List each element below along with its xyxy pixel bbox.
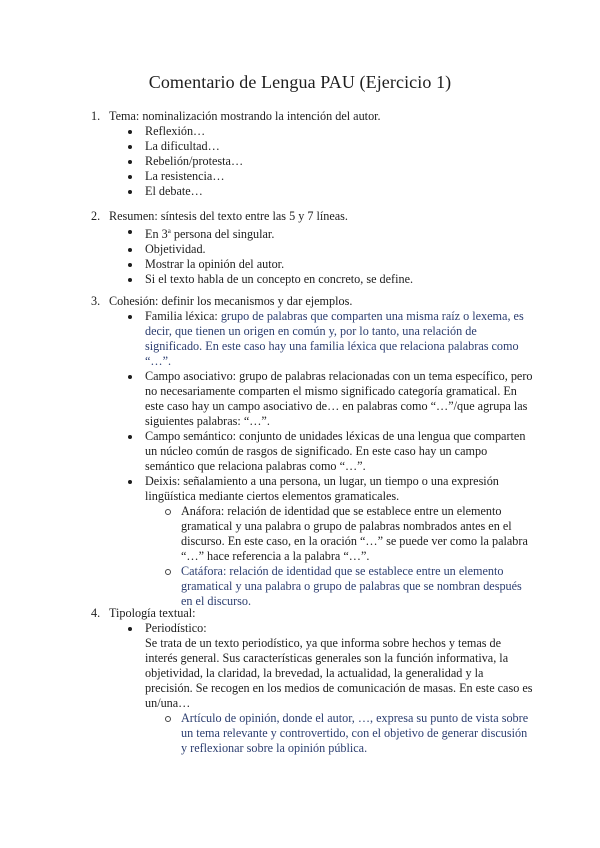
section-heading: Resumen: síntesis del texto entre las 5 y 7 líneas. (109, 209, 348, 223)
item-definition: relación de identidad que se establece entre un elemento gramatical y una palabra o grupo de palabras que se nombran después en el discurso. (181, 564, 522, 608)
sub-list-item (181, 504, 533, 564)
section-number: 1. (91, 109, 101, 123)
item-label: Campo asociativo: (145, 369, 240, 383)
section-number: 4. (91, 606, 101, 620)
sub-list-item: Artículo de opinión, donde el autor, …, expresa su punto de vista sobre un tema relevante y controvertido, con el objetivo de generar discusión y reflexionar sobre la opinión pública. (181, 711, 533, 756)
bullet-list (145, 621, 533, 756)
list-item (145, 369, 533, 429)
bullet-list (145, 224, 535, 287)
item-definition: grupo de palabras que comparten una misma raíz o lexema, es decir, que tienen un origen en común y, por lo tanto, una relación de significado. En este caso hay una familia léxica que relaciona palabras como “…”. (145, 309, 524, 368)
sub-list-item (181, 564, 533, 609)
list-item (145, 309, 533, 369)
list-item: Objetividad. (145, 242, 535, 257)
list-item: El debate… (145, 184, 535, 199)
list-item: La resistencia… (145, 169, 535, 184)
item-label: Periodístico: (145, 621, 207, 635)
list-item: La dificultad… (145, 139, 535, 154)
item-label: Campo semántico: (145, 429, 240, 443)
item-definition: señalamiento a una persona, un lugar, un tiempo o una expresión lingüística mediante ciertos elementos gramaticales. (145, 474, 499, 503)
item-text: persona del singular. (170, 227, 275, 242)
list-item: Reflexión… (145, 124, 535, 139)
item-text: En 3 (145, 227, 168, 242)
list-item (145, 621, 533, 756)
item-definition: relación de identidad que se establece entre un elemento gramatical y una palabra o grupo de palabras nombrados antes en el discurso. En este caso, en la oración “…” se puede ver como la palabra “…” hace referencia a la palabra “…”. (181, 504, 528, 563)
bullet-list (145, 124, 535, 199)
item-definition: Se trata de un texto periodístico, ya que informa sobre hechos y temas de interés general. Sus características generales son la función informativa, la objetividad, la claridad, la brevedad, la actualidad, la generalidad y la precisión. Se recogen en los medios de comunicación de masas. En este caso es un/una… (145, 636, 533, 710)
list-item: Si el texto habla de un concepto en concreto, se define. (145, 272, 535, 287)
section-heading: Cohesión: definir los mecanismos y dar ejemplos. (109, 294, 353, 308)
bullet-list (145, 309, 533, 609)
sub-list (181, 711, 533, 756)
item-definition: conjunto de unidades léxicas de una lengua que comparten un núcleo común de rasgos de significado. En este caso hay un campo semántico que relaciona palabras como “…”. (145, 429, 526, 473)
page-title: Comentario de Lengua PAU (Ejercicio 1) (148, 72, 452, 92)
item-definition: grupo de palabras relacionadas con un tema específico, pero no necesariamente comparten el mismo significado categoría gramatical. En este caso hay un campo asociativo de… en palabras como “…”/que agrupa las siguientes palabras: “…”. (145, 369, 533, 428)
superscript: a (167, 227, 171, 235)
section-number: 3. (91, 294, 101, 308)
item-label: Deixis: (145, 474, 184, 488)
section-number: 2. (91, 209, 101, 223)
list-item (145, 474, 533, 609)
list-item: Mostrar la opinión del autor. (145, 257, 535, 272)
section-heading: Tema: nominalización mostrando la intención del autor. (109, 109, 381, 123)
item-label: Catáfora: (181, 564, 230, 578)
list-item (145, 429, 533, 474)
item-label: Anáfora: (181, 504, 228, 518)
list-item (145, 224, 535, 242)
section-heading: Tipología textual: (109, 606, 196, 620)
item-label: Familia léxica: (145, 309, 221, 323)
list-item: Rebelión/protesta… (145, 154, 535, 169)
sub-list (181, 504, 533, 609)
